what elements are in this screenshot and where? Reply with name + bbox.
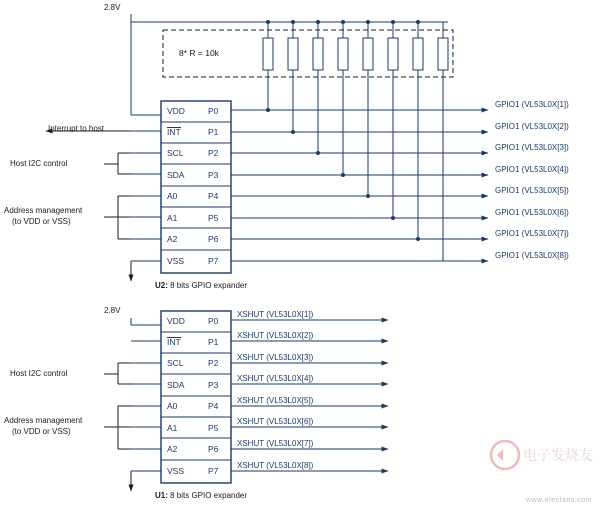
bottom-supply-label: 2.8V — [104, 306, 121, 315]
signal-gpio1-8: GPIO1 (VL53L0X[8]) — [495, 251, 569, 260]
signal-xshut-2: XSHUT (VL53L0X[2]) — [237, 331, 314, 340]
chip-u2-left-stubs — [131, 131, 161, 261]
host-i2c-bracket-top — [104, 153, 131, 174]
pin-u2-sda: SDA — [167, 170, 185, 180]
pin-u2-a1: A1 — [167, 213, 178, 223]
interrupt-to-host-label: Interrupt to host — [48, 124, 105, 133]
signal-xshut-6: XSHUT (VL53L0X[6]) — [237, 417, 314, 426]
pin-u1-p0: P0 — [208, 316, 219, 326]
pin-u1-vss: VSS — [167, 466, 185, 476]
host-i2c-control-label-bottom: Host I2C control — [10, 369, 68, 378]
pin-u1-scl: SCL — [167, 358, 184, 368]
pin-u2-p3: P3 — [208, 170, 219, 180]
address-management-label-bottom: Address management — [4, 416, 83, 425]
signal-gpio1-1: GPIO1 (VL53L0X[1]) — [495, 100, 569, 109]
signal-gpio1-3: GPIO1 (VL53L0X[3]) — [495, 143, 569, 152]
pin-u2-p4: P4 — [208, 191, 219, 201]
pin-u2-scl: SCL — [167, 148, 184, 158]
signal-xshut-8: XSHUT (VL53L0X[8]) — [237, 461, 314, 470]
pin-u1-p1: P1 — [208, 337, 219, 347]
signal-xshut-1: XSHUT (VL53L0X[1]) — [237, 310, 314, 319]
watermark-logo — [491, 441, 593, 469]
pin-u1-vdd: VDD — [167, 316, 185, 326]
host-i2c-control-label-top: Host I2C control — [10, 159, 68, 168]
signal-xshut-4: XSHUT (VL53L0X[4]) — [237, 374, 314, 383]
caption-u1: U1: 8 bits GPIO expander — [155, 491, 248, 500]
host-i2c-bracket-bottom — [104, 363, 131, 384]
pin-u2-vdd: VDD — [167, 106, 185, 116]
pin-u1-int: INT — [167, 337, 181, 347]
resistor-note: 8* R = 10k — [179, 48, 219, 58]
signal-gpio1-5: GPIO1 (VL53L0X[5]) — [495, 186, 569, 195]
address-bracket-bottom — [104, 406, 131, 449]
pin-u1-p7: P7 — [208, 466, 219, 476]
pin-u1-p2: P2 — [208, 358, 219, 368]
signal-gpio1-4: GPIO1 (VL53L0X[4]) — [495, 165, 569, 174]
signal-gpio1-2: GPIO1 (VL53L0X[2]) — [495, 122, 569, 131]
pin-u2-a0: A0 — [167, 191, 178, 201]
pin-u2-p6: P6 — [208, 234, 219, 244]
address-management-sub-top: (to VDD or VSS) — [12, 217, 71, 226]
pin-u2-p0: P0 — [208, 106, 219, 116]
address-management-label-top: Address management — [4, 206, 83, 215]
bottom-supply-wire — [131, 318, 161, 325]
pin-u2-vss: VSS — [167, 256, 185, 266]
pin-u1-a1: A1 — [167, 423, 178, 433]
pin-u2-p7: P7 — [208, 256, 219, 266]
address-bracket-top — [104, 196, 131, 239]
pin-u2-p1: P1 — [208, 127, 219, 137]
address-management-sub-bottom: (to VDD or VSS) — [12, 427, 71, 436]
signal-xshut-7: XSHUT (VL53L0X[7]) — [237, 439, 314, 448]
svg-text:电子发烧友: 电子发烧友 — [523, 448, 593, 464]
chip-u1-left-stubs — [131, 341, 161, 471]
pin-u1-sda: SDA — [167, 380, 185, 390]
chip-u2-outputs — [231, 110, 488, 261]
pin-u1-a2: A2 — [167, 444, 178, 454]
pin-u2-p2: P2 — [208, 148, 219, 158]
pin-u1-p6: P6 — [208, 444, 219, 454]
resistor-leads-bottom — [268, 70, 443, 261]
pin-u1-a0: A0 — [167, 401, 178, 411]
signal-xshut-5: XSHUT (VL53L0X[5]) — [237, 396, 314, 405]
pin-u2-int: INT — [167, 127, 181, 137]
top-supply-label: 2.8V — [104, 3, 121, 12]
signal-gpio1-7: GPIO1 (VL53L0X[7]) — [495, 229, 569, 238]
signal-gpio1-6: GPIO1 (VL53L0X[6]) — [495, 208, 569, 217]
signal-xshut-3: XSHUT (VL53L0X[3]) — [237, 353, 314, 362]
pin-u2-a2: A2 — [167, 234, 178, 244]
pin-u1-p5: P5 — [208, 423, 219, 433]
pullup-resistors — [263, 38, 448, 70]
pin-u2-p5: P5 — [208, 213, 219, 223]
pin-u1-p4: P4 — [208, 401, 219, 411]
watermark-url: www.elecfans.com — [526, 497, 592, 504]
caption-u2: U2: 8 bits GPIO expander — [155, 281, 248, 290]
pin-u1-p3: P3 — [208, 380, 219, 390]
